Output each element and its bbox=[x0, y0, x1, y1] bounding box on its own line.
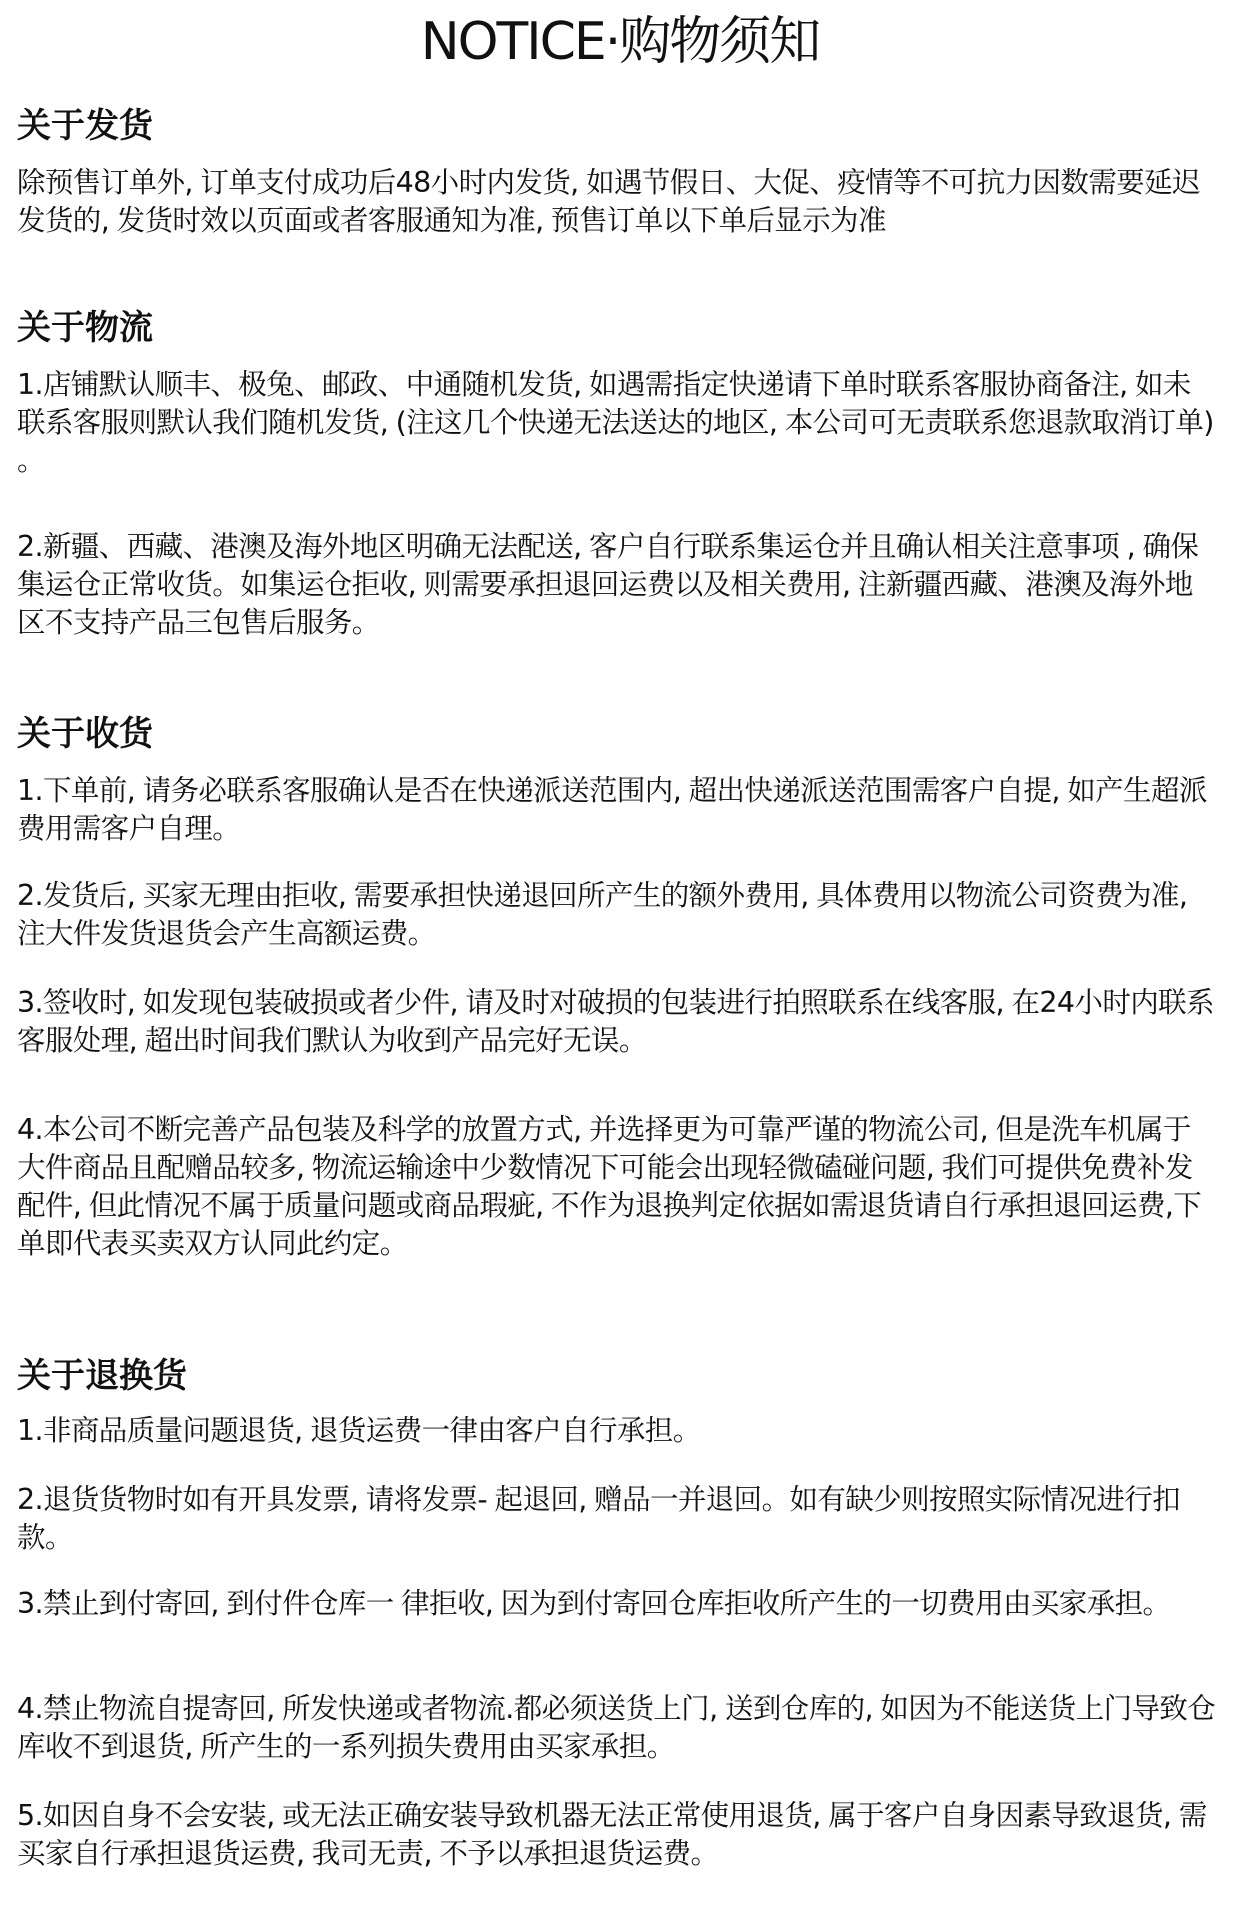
page-title: NOTICE·购物须知 bbox=[420, 12, 820, 72]
returns-paragraph-4: 4.禁止物流自提寄回, 所发快递或者物流.都必须送货上门, 送到仓库的, 如因为不能送货上门导致仓库收不到退货, 所产生的一系列损失费用由买家承担。 bbox=[17, 1692, 1216, 1763]
receiving-paragraph-4: 4.本公司不断完善产品包装及科学的放置方式, 并选择更为可靠严谨的物流公司, 但是洗车机属于大件商品且配赠品较多, 物流运输途中少数情况下可能会出现轻微磕碰问题, 我们可提供免费补发配件, 但此情况不属于质量问题或商品瑕疵, 不作为退换判定依据如需退货请自行承担退回运费,下单即代表买卖双方认同此约定。 bbox=[17, 1113, 1202, 1260]
receiving-paragraph-1: 1.下单前, 请务必联系客服确认是否在快递派送范围内, 超出快递派送范围需客户自提, 如产生超派费用需客户自理。 bbox=[17, 774, 1207, 845]
receiving-paragraph-2: 2.发货后, 买家无理由拒收, 需要承担快递退回所产生的额外费用, 具体费用以物流公司资费为准, 注大件发货退货会产生高额运费。 bbox=[17, 879, 1188, 950]
returns-paragraph-2: 2.退货货物时如有开具发票, 请将发票- 起退回, 赠品一并退回。如有缺少则按照实际情况进行扣款。 bbox=[17, 1483, 1181, 1554]
logistics-paragraph-2: 2.新疆、西藏、港澳及海外地区明确无法配送, 客户自行联系集运仓并且确认相关注意事项 , 确保集运仓正常收货。如集运仓拒收, 则需要承担退回运费以及相关费用, 注新疆西藏、港澳及海外地区不支持产品三包售后服务。 bbox=[17, 530, 1199, 639]
returns-paragraph-3: 3.禁止到付寄回, 到付件仓库一 律拒收, 因为到付寄回仓库拒收所产生的一切费用由买家承担。 bbox=[17, 1587, 1171, 1620]
receiving-paragraph-3: 3.签收时, 如发现包装破损或者少件, 请及时对破损的包装进行拍照联系在线客服, 在24小时内联系客服处理, 超出时间我们默认为收到产品完好无误。 bbox=[17, 986, 1214, 1057]
returns-paragraph-1: 1.非商品质量问题退货, 退货运费一律由客户自行承担。 bbox=[17, 1414, 701, 1447]
shipping-paragraph-1: 除预售订单外, 订单支付成功后48小时内发货, 如遇节假日、大促、疫情等不可抗力因数需要延迟发货的, 发货时效以页面或者客服通知为准, 预售订单以下单后显示为准 bbox=[17, 166, 1200, 237]
section-heading-logistics: 关于物流 bbox=[17, 308, 153, 348]
section-heading-shipping: 关于发货 bbox=[17, 106, 153, 146]
section-heading-returns: 关于退换货 bbox=[17, 1356, 187, 1396]
returns-paragraph-5: 5.如因自身不会安装, 或无法正确安装导致机器无法正常使用退货, 属于客户自身因素导致退货, 需买家自行承担退货运费, 我司无责, 不予以承担退货运费。 bbox=[17, 1799, 1207, 1870]
logistics-paragraph-1: 1.店铺默认顺丰、极兔、邮政、中通随机发货, 如遇需指定快递请下单时联系客服协商备注, 如未联系客服则默认我们随机发货, (注这几个快递无法送达的地区, 本公司可无责联系您退款取消订单) 。 bbox=[17, 368, 1214, 477]
section-heading-receiving: 关于收货 bbox=[17, 714, 153, 754]
